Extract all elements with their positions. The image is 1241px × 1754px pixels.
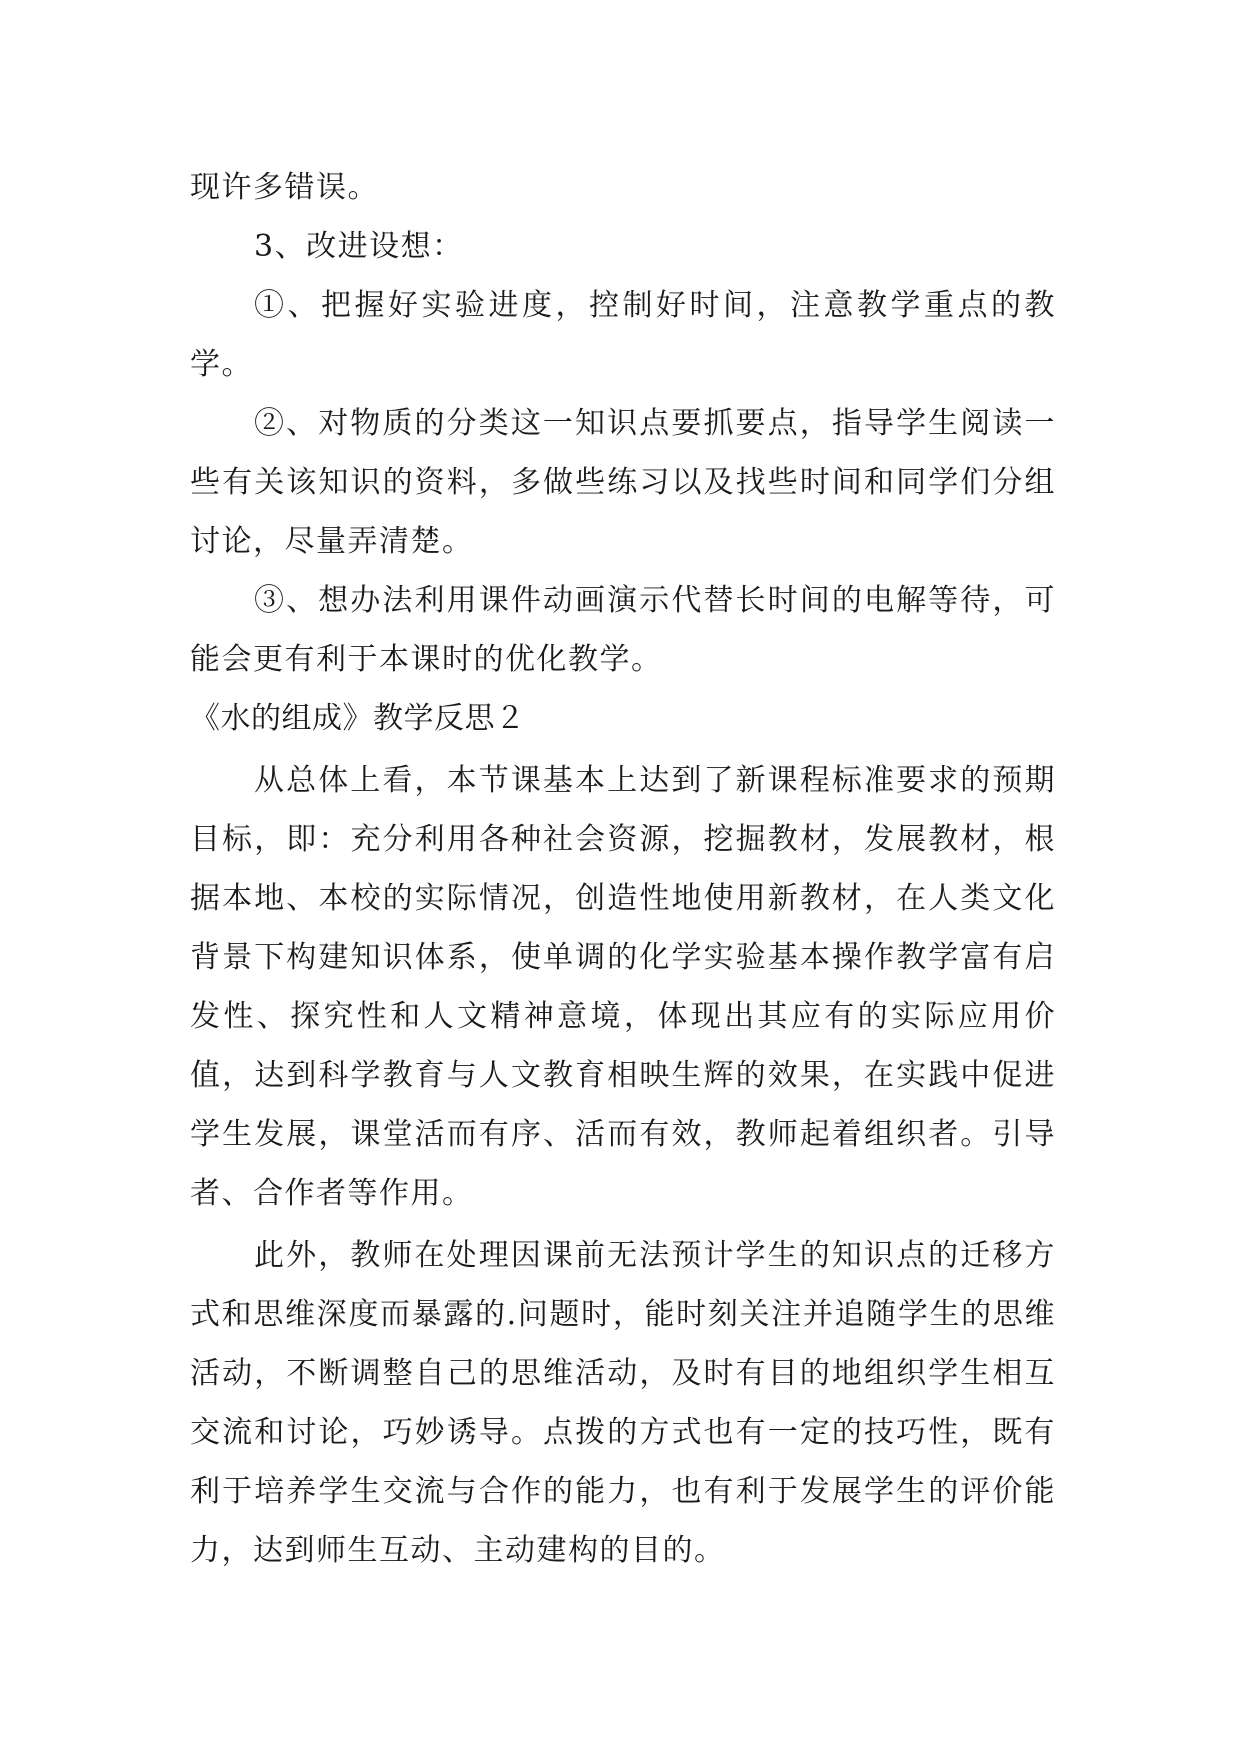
paragraph-improvement-1: ①、把握好实验进度，控制好时间，注意教学重点的教学。 xyxy=(190,288,1056,382)
paragraph-continuation: 现许多错误。 xyxy=(190,170,379,205)
section-title: 《水的组成》教学反思２ xyxy=(190,701,526,736)
paragraph-improvement-heading: 3、改进设想： xyxy=(254,229,464,264)
paragraph-improvement-2: ②、对物质的分类这一知识点要抓要点，指导学生阅读一些有关该知识的资料，多做些练习以及找些时间和同学们分组讨论，尽量弄清楚。 xyxy=(190,406,1056,559)
paragraph-additional: 此外，教师在处理因课前无法预计学生的知识点的迁移方式和思维深度而暴露的.问题时，能时刻关注并追随学生的思维活动，不断调整自己的思维活动，及时有目的地组织学生相互交流和讨论，巧妙诱导。点拨的方式也有一定的技巧性，既有利于培养学生交流与合作的能力，也有利于发展学生的评价能力，达到师生互动、主动建构的目的。 xyxy=(190,1238,1056,1568)
paragraph-improvement-3: ③、想办法利用课件动画演示代替长时间的电解等待，可能会更有利于本课时的优化教学。 xyxy=(190,583,1056,677)
document-body xyxy=(190,158,1056,1580)
paragraph-overview: 从总体上看，本节课基本上达到了新课程标准要求的预期目标，即：充分利用各种社会资源，挖掘教材，发展教材，根据本地、本校的实际情况，创造性地使用新教材，在人类文化背景下构建知识体系，使单调的化学实验基本操作教学富有启发性、探究性和人文精神意境，体现出其应有的实际应用价值，达到科学教育与人文教育相映生辉的效果，在实践中促进学生发展，课堂活而有序、活而有效，教师起着组织者。引导者、合作者等作用。 xyxy=(190,763,1056,1211)
